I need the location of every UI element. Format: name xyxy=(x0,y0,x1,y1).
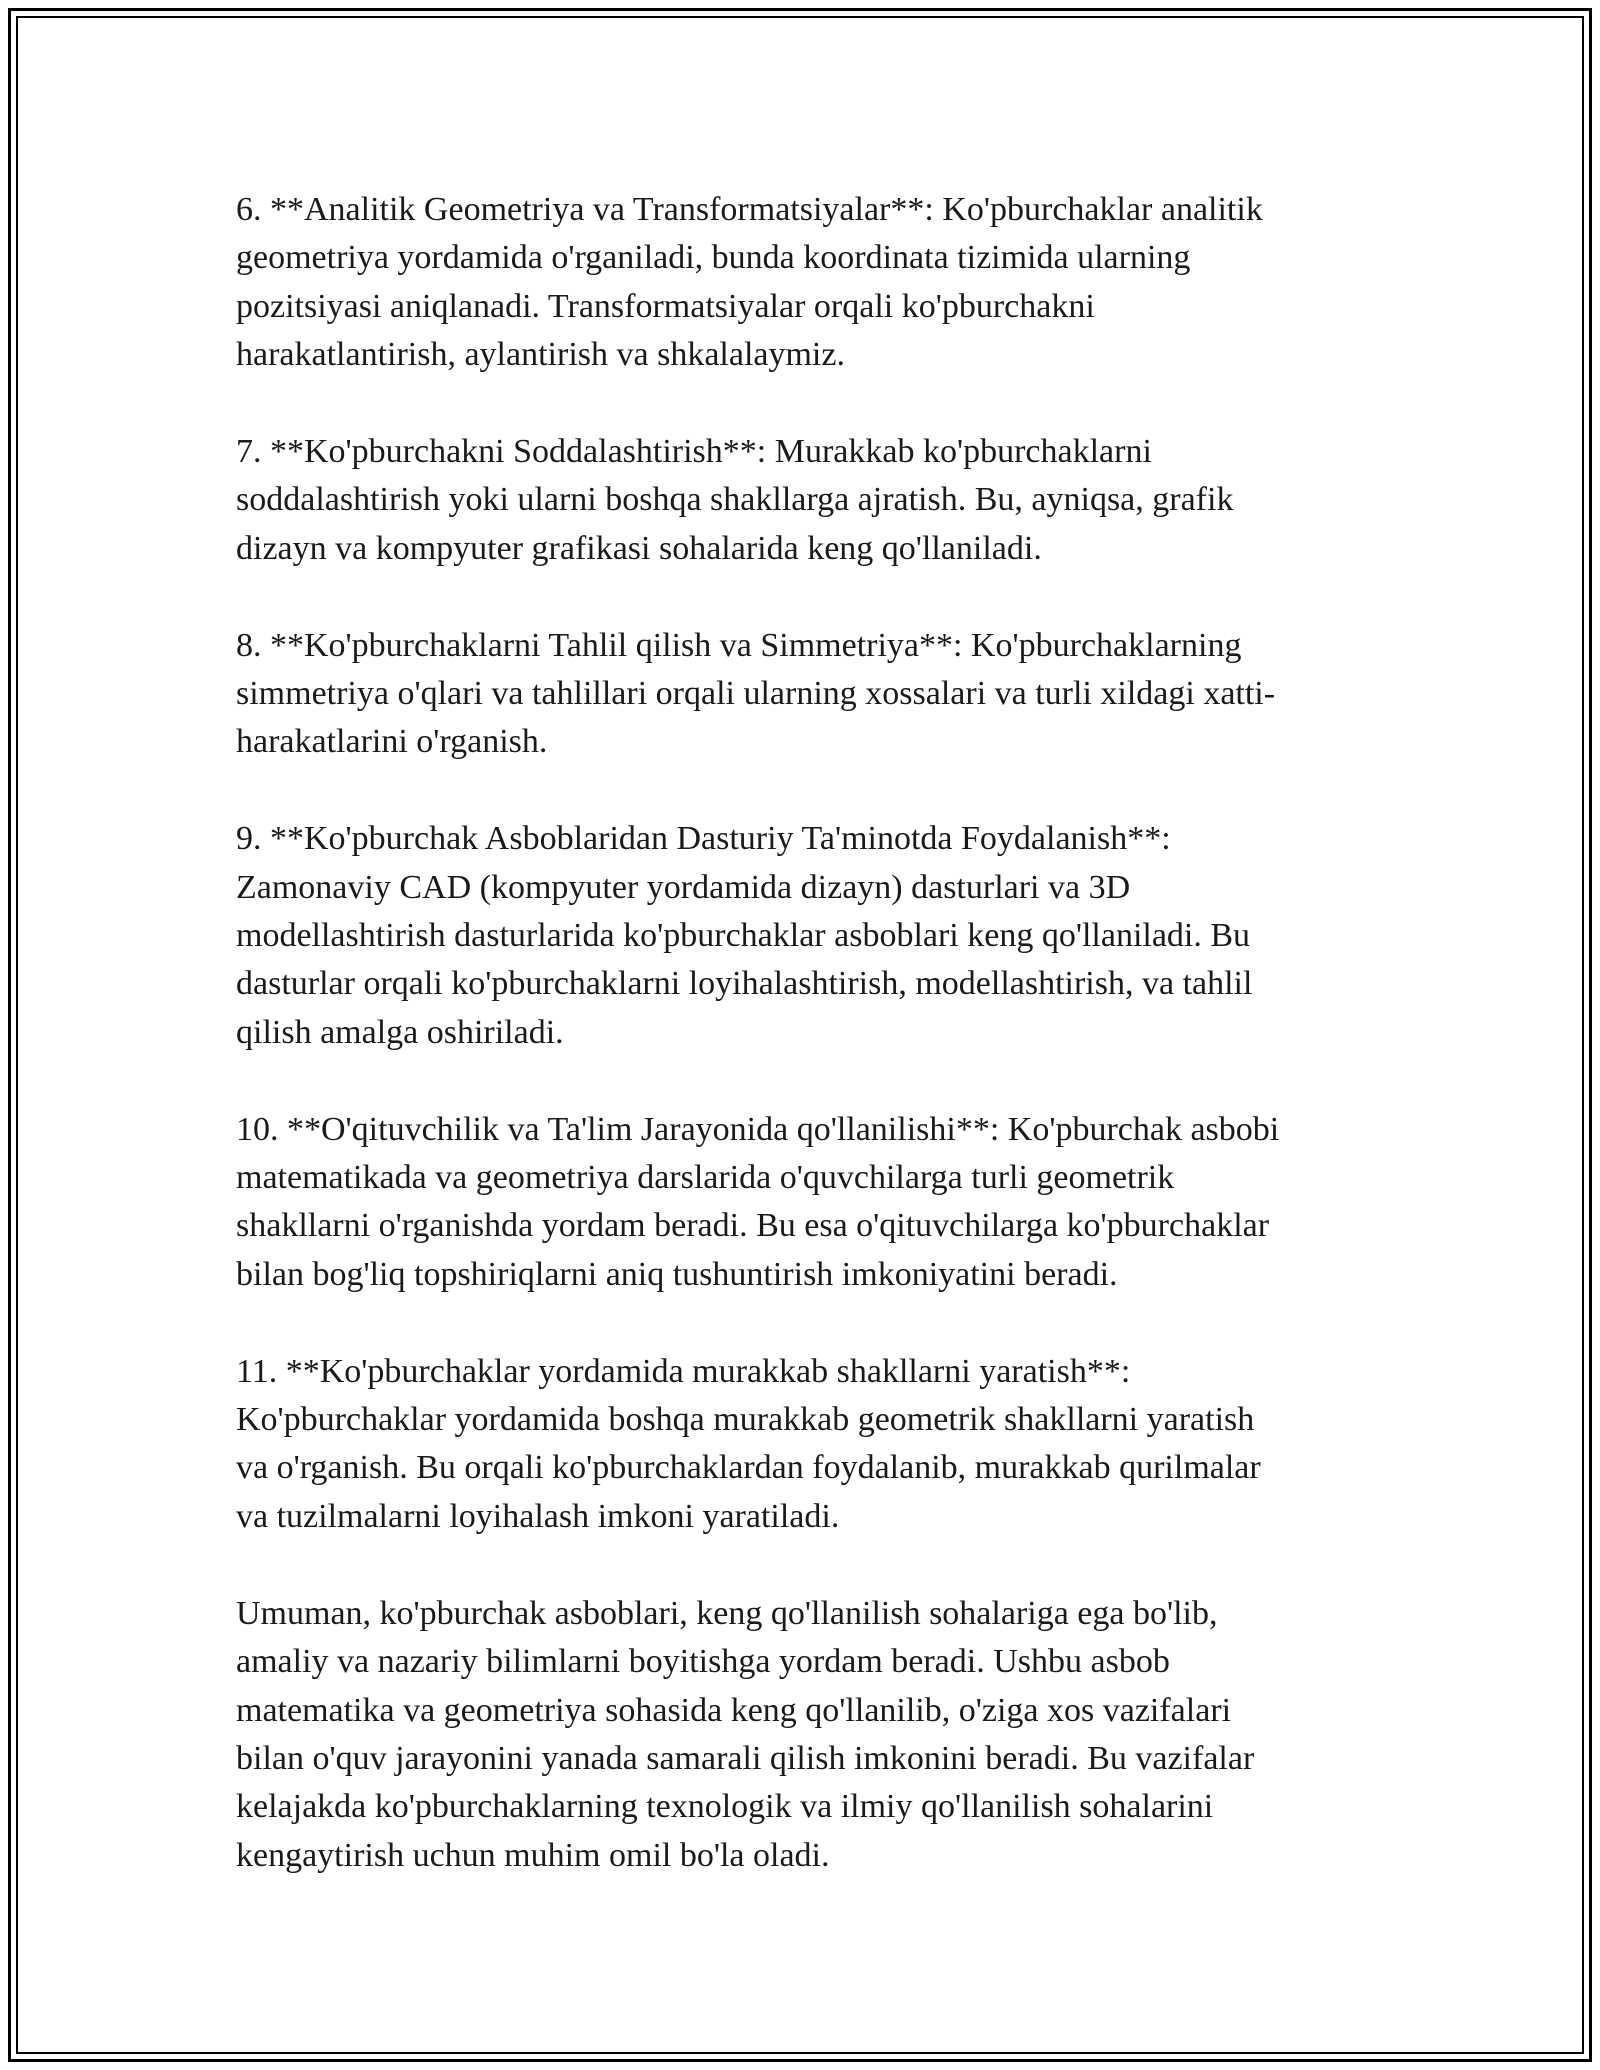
paragraph-item-9 xyxy=(236,815,1376,1057)
document-body xyxy=(236,186,1376,1929)
paragraph-item-10 xyxy=(236,1106,1376,1300)
text-line: shakllarni o'rganishda yordam beradi. Bu esa o'qituvchilarga ko'pburchaklar xyxy=(236,1207,1270,1245)
text-line: dasturlar orqali ko'pburchaklarni loyihalashtirish, modellashtirish, va tahlil xyxy=(236,965,1253,1003)
text-line: pozitsiyasi aniqlanadi. Transformatsiyalar orqali ko'pburchakni xyxy=(236,287,1095,325)
paragraph-conclusion xyxy=(236,1590,1376,1880)
text-line: Zamonaviy CAD (kompyuter yordamida dizayn) dasturlari va 3D xyxy=(236,868,1131,906)
text-line: 6. **Analitik Geometriya va Transformatsiyalar**: Ko'pburchaklar analitik xyxy=(236,191,1263,228)
text-line: kelajakda ko'pburchaklarning texnologik va ilmiy qo'llanilish sohalarini xyxy=(236,1788,1214,1826)
text-line: Umuman, ko'pburchak asboblari, keng qo'llanilish sohalariga ega bo'lib, xyxy=(236,1594,1218,1632)
text-line: 7. **Ko'pburchakni Soddalashtirish**: Murakkab ko'pburchaklarni xyxy=(236,433,1152,471)
text-line: matematika va geometriya sohasida keng qo'llanilib, o'ziga xos vazifalari xyxy=(236,1691,1232,1729)
paragraph-item-6 xyxy=(236,186,1376,380)
text-line: 10. **O'qituvchilik va Ta'lim Jarayonida qo'llanilishi**: Ko'pburchak asbobi xyxy=(236,1110,1280,1148)
text-line: soddalashtirish yoki ularni boshqa shakllarga ajratish. Bu, ayniqsa, grafik xyxy=(236,481,1234,519)
text-line: matematikada va geometriya darslarida o'quvchilarga turli geometrik xyxy=(236,1159,1175,1197)
text-line: harakatlantirish, aylantirish va shkalalaymiz. xyxy=(236,336,845,374)
text-line: bilan o'quv jarayonini yanada samarali qilish imkonini beradi. Bu vazifalar xyxy=(236,1739,1255,1777)
paragraph-item-11 xyxy=(236,1348,1376,1542)
text-line: Ko'pburchaklar yordamida boshqa murakkab geometrik shakllarni yaratish xyxy=(236,1401,1255,1439)
paragraph-item-8 xyxy=(236,622,1376,767)
text-line: bilan bog'liq topshiriqlarni aniq tushuntirish imkoniyatini beradi. xyxy=(236,1255,1118,1293)
text-line: amaliy va nazariy bilimlarni boyitishga yordam beradi. Ushbu asbob xyxy=(236,1643,1170,1681)
text-line: 9. **Ko'pburchak Asboblaridan Dasturiy Ta'minotda Foydalanish**: xyxy=(236,820,1171,858)
text-line: geometriya yordamida o'rganiladi, bunda koordinata tizimida ularning xyxy=(236,239,1191,277)
text-line: dizayn va kompyuter grafikasi sohalarida keng qo'llaniladi. xyxy=(236,529,1042,567)
text-line: 8. **Ko'pburchaklarni Tahlil qilish va Simmetriya**: Ko'pburchaklarning xyxy=(236,626,1242,664)
text-line: va tuzilmalarni loyihalash imkoni yaratiladi. xyxy=(236,1497,840,1535)
paragraph-item-7 xyxy=(236,428,1376,573)
text-line: qilish amalga oshiriladi. xyxy=(236,1013,564,1051)
text-line: 11. **Ko'pburchaklar yordamida murakkab shakllarni yaratish**: xyxy=(236,1352,1131,1390)
text-line: va o'rganish. Bu orqali ko'pburchaklardan foydalanib, murakkab qurilmalar xyxy=(236,1449,1261,1487)
text-line: harakatlarini o'rganish. xyxy=(236,723,548,761)
text-line: simmetriya o'qlari va tahlillari orqali ularning xossalari va turli xildagi xatti- xyxy=(236,675,1276,713)
text-line: kengaytirish uchun muhim omil bo'la oladi. xyxy=(236,1836,830,1874)
text-line: modellashtirish dasturlarida ko'pburchaklar asboblari keng qo'llaniladi. Bu xyxy=(236,917,1251,955)
